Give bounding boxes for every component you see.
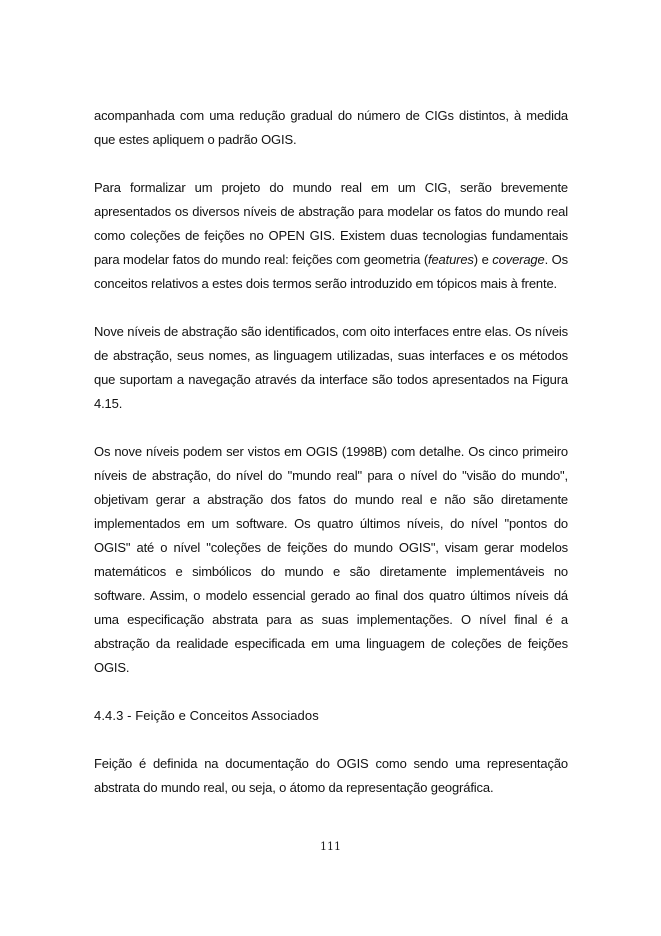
- paragraph-5: Feição é definida na documentação do OGIS como sendo uma representação abstrata do mundo real, ou seja, o átomo da representação geográfica.: [94, 756, 568, 795]
- term-features: features: [428, 252, 474, 267]
- term-coverage: coverage: [492, 252, 545, 267]
- paragraph-2: [94, 176, 568, 296]
- paragraph-1: acompanhada com uma redução gradual do número de CIGs distintos, à medida que estes apliquem o padrão OGIS.: [94, 108, 568, 147]
- paragraph-4: Os nove níveis podem ser vistos em OGIS (1998B) com detalhe. Os cinco primeiro níveis de abstração, do nível do "mundo real" para o nível do "visão do mundo", objetivam gerar a abstração dos fatos do mundo real e não são diretamente implementados em um software. Os quatro últimos níveis, do nível "pontos do OGIS" até o nível "coleções de feições do mundo OGIS", visam gerar modelos matemáticos e simbólicos do mundo e são diretamente implementáveis no software. Assim, o modelo essencial gerado ao final dos quatro últimos níveis dá uma especificação abstrata para as suas implementações. O nível final é a abstração da realidade especificada em uma linguagem de coleções de feições OGIS.: [94, 444, 568, 675]
- paragraph-2-tail: . Os conceitos relativos a estes dois termos serão introduzido em tópicos mais à frente.: [94, 252, 568, 291]
- paragraph-2-connector: ) e: [473, 252, 493, 267]
- page-body: [94, 104, 568, 800]
- page-number: 111: [320, 840, 341, 853]
- paragraph-3: Nove níveis de abstração são identificados, com oito interfaces entre elas. Os níveis de abstração, seus nomes, as linguagem utilizadas, suas interfaces e os métodos que suportam a navegação através da interface são todos apresentados na Figura 4.15.: [94, 324, 568, 411]
- section-heading: 4.4.3 - Feição e Conceitos Associados: [94, 708, 319, 723]
- paragraph-2-text: Para formalizar um projeto do mundo real em um CIG, serão brevemente apresentados os diversos níveis de abstração para modelar os fatos do mundo real como coleções de feições no OPEN GIS. Existem duas tecnologias fundamentais para modelar fatos do mundo real: feições com geometria (: [94, 180, 568, 267]
